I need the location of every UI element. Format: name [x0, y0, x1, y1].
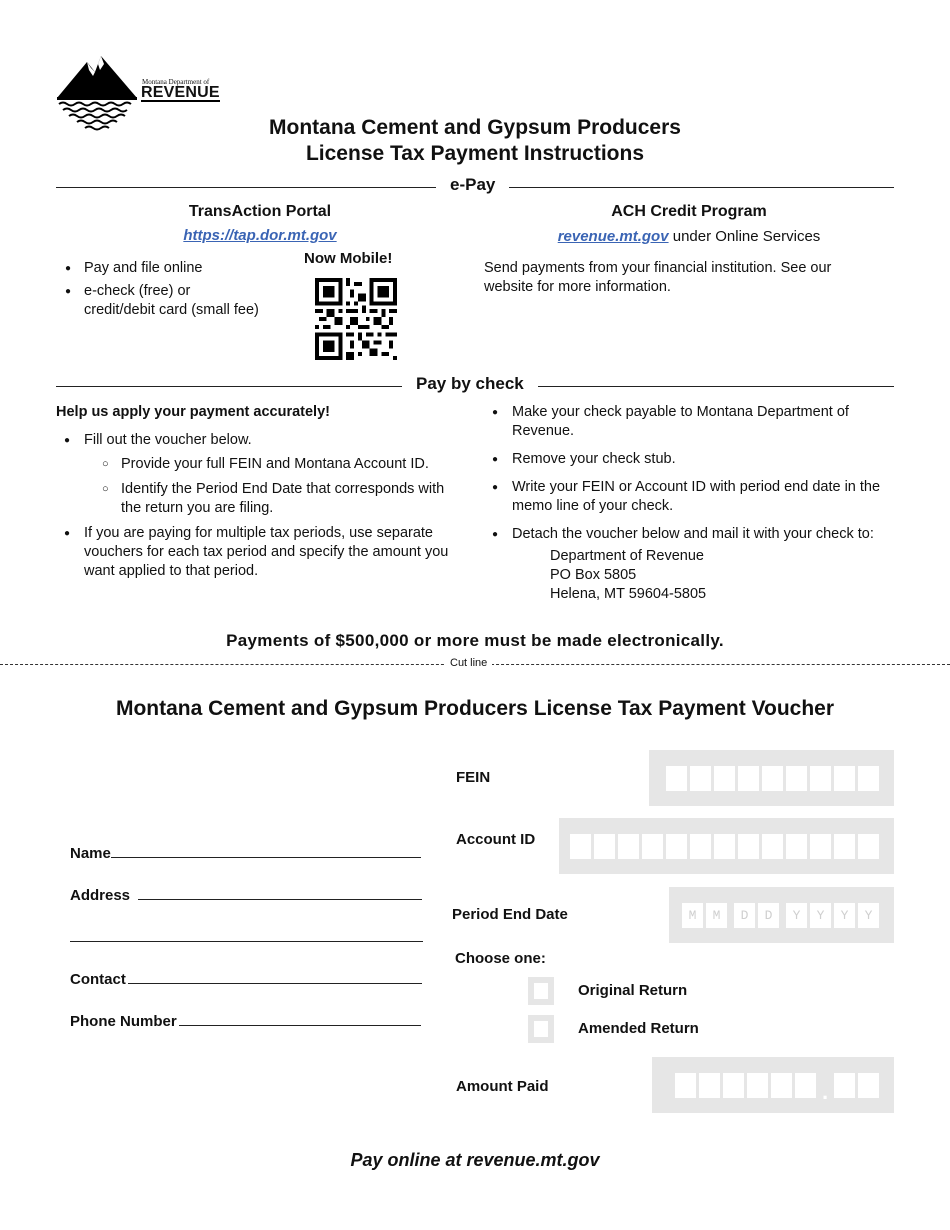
- phone-number-field[interactable]: Phone Number: [70, 1010, 421, 1030]
- original-return-checkbox[interactable]: [528, 977, 554, 1005]
- ach-title: ACH Credit Program: [611, 203, 767, 220]
- voucher-footer: Pay online at revenue.mt.gov: [350, 1150, 600, 1170]
- now-mobile-label: Now Mobile!: [304, 250, 393, 267]
- amount-paid-label: Amount Paid: [456, 1078, 549, 1095]
- amount-paid-input[interactable]: [652, 1057, 894, 1113]
- address-field[interactable]: Address: [70, 884, 422, 904]
- list-item: ● Make your check payable to Montana Department of Revenue.: [484, 403, 884, 441]
- electronic-notice: Payments of $500,000 or more must be made electronically.: [226, 631, 724, 650]
- qr-code-icon[interactable]: [315, 278, 397, 360]
- page-title-line1: Montana Cement and Gypsum Producers: [269, 116, 681, 139]
- amended-return-checkbox[interactable]: [528, 1015, 554, 1043]
- account-id-input[interactable]: [559, 818, 894, 874]
- cut-line-label: Cut line: [445, 657, 492, 669]
- ach-link-line: [484, 228, 894, 245]
- period-end-date-label: Period End Date: [452, 906, 568, 923]
- list-item: ○ Provide your full FEIN and Montana Account ID.: [84, 455, 466, 474]
- original-return-label: Original Return: [578, 982, 688, 999]
- ach-link[interactable]: revenue.mt.gov: [557, 228, 669, 245]
- ach-description: Send payments from your financial institution. See our website for more information.: [484, 260, 832, 295]
- voucher-title: Montana Cement and Gypsum Producers License Tax Payment Voucher: [115, 697, 835, 720]
- check-heading: Pay by check: [402, 374, 538, 394]
- fein-input[interactable]: [649, 750, 894, 806]
- check-intro: Help us apply your payment accurately!: [56, 404, 330, 420]
- account-id-label: Account ID: [456, 831, 536, 848]
- tap-bullets: [56, 259, 296, 320]
- list-item: ● Remove your check stub.: [484, 450, 884, 469]
- fein-label: FEIN: [456, 769, 491, 786]
- epay-heading: e-Pay: [436, 175, 509, 195]
- choose-one-label: Choose one:: [455, 950, 546, 967]
- list-item: ● e-check (free) or credit/debit card (small fee): [65, 283, 259, 318]
- list-item: ○ Identify the Period End Date that corresponds with the return you are filing.: [84, 480, 466, 518]
- list-item: ● If you are paying for multiple tax periods, use separate vouchers for each tax period and specify the amount you want applied to that period.: [56, 524, 466, 581]
- list-item: ● Detach the voucher below and mail it with your check to:: [484, 525, 884, 544]
- address-line-2[interactable]: [70, 926, 423, 942]
- check-left-list: [56, 431, 466, 585]
- contact-field[interactable]: Contact: [70, 968, 422, 988]
- ach-link-suffix: under Online Services: [668, 228, 821, 245]
- page-title-line2: License Tax Payment Instructions: [305, 142, 645, 165]
- logo-dept-text: Montana Department of: [142, 78, 210, 86]
- list-item: ● Pay and file online: [65, 260, 203, 276]
- name-field[interactable]: Name: [70, 842, 421, 862]
- amended-return-label: Amended Return: [578, 1020, 699, 1037]
- logo-revenue-text: REVENUE: [141, 84, 220, 101]
- mailing-address: Department of Revenue PO Box 5805 Helena, MT 59604-5805: [550, 548, 707, 602]
- tap-title: TransAction Portal: [188, 203, 332, 220]
- decimal-point: .: [821, 1079, 829, 1104]
- period-end-date-input[interactable]: M M D D Y Y Y Y: [669, 887, 894, 943]
- check-right-list: [484, 403, 884, 604]
- list-item: ● Write your FEIN or Account ID with period end date in the memo line of your check.: [484, 478, 884, 516]
- tap-link[interactable]: https://tap.dor.mt.gov: [183, 227, 337, 244]
- list-item: ● Fill out the voucher below. ○ Provide your full FEIN and Montana Account ID. ○ Identify the Period End Date that corresponds with the return you are filing.: [56, 431, 466, 518]
